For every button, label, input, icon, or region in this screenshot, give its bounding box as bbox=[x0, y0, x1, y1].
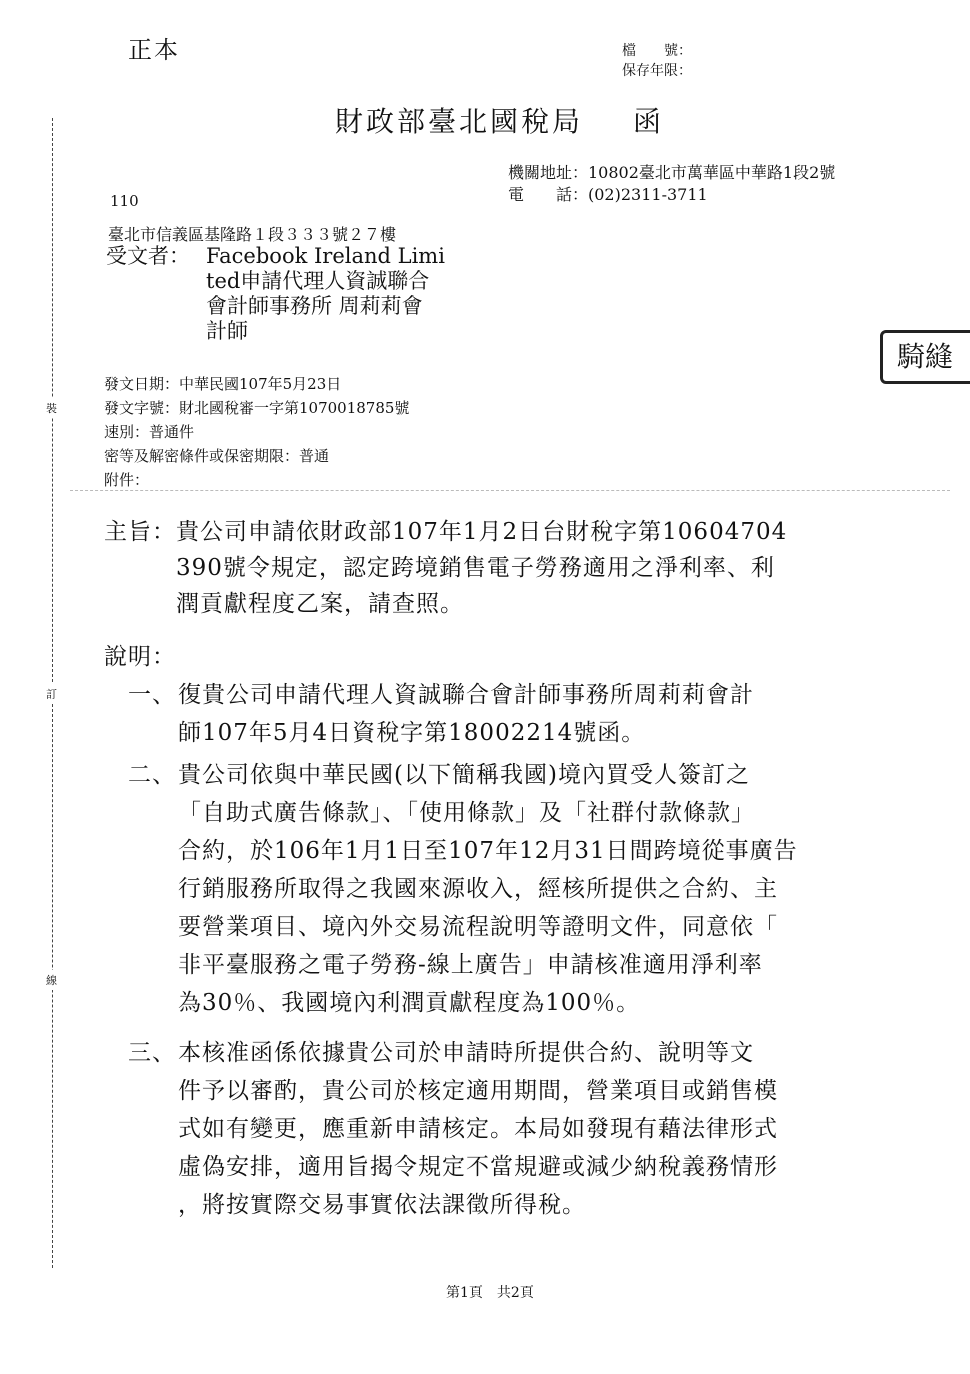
recipient-line: Facebook Ireland Limi bbox=[206, 244, 445, 268]
item-number: 三、 bbox=[128, 1040, 176, 1066]
item-body bbox=[178, 756, 798, 1022]
security-level: 密等及解密條件或保密期限：普通 bbox=[104, 447, 330, 465]
binding-mark-xian: 線 bbox=[46, 970, 57, 990]
issue-date: 發文日期：中華民國107年5月23日 bbox=[104, 375, 342, 393]
subject-body bbox=[176, 514, 787, 622]
item-line: 要營業項目、境內外交易流程說明等證明文件，同意依「 bbox=[178, 914, 778, 940]
item-line: 復貴公司申請代理人資誠聯合會計師事務所周莉莉會計 bbox=[178, 682, 754, 708]
subject-line: 潤貢獻程度乙案，請查照。 bbox=[176, 591, 464, 617]
item-body bbox=[178, 1034, 778, 1224]
office-phone: 電 話：(02)2311-3711 bbox=[508, 185, 708, 204]
item-line: 件予以審酌，貴公司於核定適用期間，營業項目或銷售模 bbox=[178, 1078, 778, 1104]
subject-label: 主旨： bbox=[104, 519, 176, 545]
document-type: 函 bbox=[633, 105, 662, 138]
recipient-address: 臺北市信義區基隆路１段３３３號２７樓 bbox=[108, 225, 397, 244]
item-line: 貴公司依與中華民國(以下簡稱我國)境內買受人簽訂之 bbox=[178, 762, 750, 788]
item-line: 式如有變更，應重新申請核定。本局如發現有藉法律形式 bbox=[178, 1116, 778, 1142]
file-number-label: 檔 號： bbox=[622, 43, 692, 59]
header-divider bbox=[70, 490, 950, 491]
item-line: ，將按實際交易事實依法課徵所得稅。 bbox=[178, 1192, 586, 1218]
item-line: 虛偽安排，適用旨揭令規定不當規避或減少納稅義務情形 bbox=[178, 1154, 778, 1180]
item-number: 一、 bbox=[128, 682, 176, 708]
recipient-name bbox=[206, 244, 445, 344]
seam-stamp: 騎縫 bbox=[880, 330, 970, 384]
document-fields bbox=[104, 372, 409, 492]
subject-line: 390號令規定，認定跨境銷售電子勞務適用之淨利率、利 bbox=[176, 555, 775, 581]
binding-mark-zhuang: 裝 bbox=[46, 398, 57, 418]
item-line: 合約，於106年1月1日至107年12月31日間跨境從事廣告 bbox=[178, 838, 798, 864]
recipient-line: 會計師事務所 周莉莉會 bbox=[206, 294, 423, 318]
attachments: 附件： bbox=[104, 471, 150, 489]
item-line: 本核准函係依據貴公司於申請時所提供合約、說明等文 bbox=[178, 1040, 754, 1066]
retention-label: 保存年限： bbox=[622, 63, 692, 79]
item-line: 非平臺服務之電子勞務-線上廣告」申請核准適用淨利率 bbox=[178, 952, 763, 978]
copy-mark: 正本 bbox=[128, 36, 180, 64]
item-line: 師107年5月4日資稅字第18002214號函。 bbox=[178, 720, 646, 746]
delivery-speed: 速別：普通件 bbox=[104, 423, 195, 441]
item-line: 行銷服務所取得之我國來源收入，經核所提供之合約、主 bbox=[178, 876, 778, 902]
document-number: 發文字號：財北國稅審一字第1070018785號 bbox=[104, 399, 410, 417]
office-address: 機關地址：10802臺北市萬華區中華路1段2號 bbox=[508, 163, 836, 182]
item-line: 為30％、我國境內利潤貢獻程度為100％。 bbox=[178, 990, 641, 1016]
description-label: 說明： bbox=[104, 644, 176, 670]
item-line: 「自助式廣告條款」、「使用條款」及「社群付款條款」 bbox=[178, 800, 755, 826]
recipient-line: ted申請代理人資誠聯合 bbox=[206, 269, 430, 293]
page-number: 第1頁 共2頁 bbox=[446, 1285, 534, 1301]
recipient-label: 受文者： bbox=[106, 244, 190, 268]
recipient-zip: 110 bbox=[110, 192, 139, 210]
item-number: 二、 bbox=[128, 762, 176, 788]
item-body bbox=[178, 676, 754, 752]
recipient-line: 計師 bbox=[206, 319, 248, 343]
subject-line: 貴公司申請依財政部107年1月2日台財稅字第10604704 bbox=[176, 519, 788, 545]
binding-mark-ding: 訂 bbox=[46, 684, 57, 704]
agency-title: 財政部臺北國稅局 bbox=[335, 105, 584, 138]
